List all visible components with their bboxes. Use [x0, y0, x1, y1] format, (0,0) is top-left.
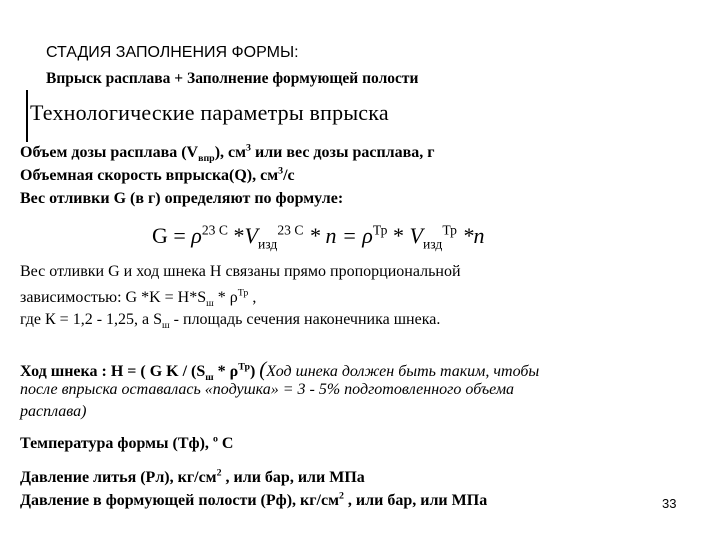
cavity-pressure: Давление в формующей полости (Рф), $кг/см^2$ , или бар, или МПа: [20, 490, 488, 509]
relation-line-3: где К = 1,2 - 1,25, а $S_ш$ - площадь сечения наконечника шнека.: [20, 311, 441, 332]
screw-stroke-line-3: расплава): [20, 403, 87, 420]
mold-temperature: Температура формы (Тф), $^о$ С: [20, 433, 234, 452]
relation-line-1: Вес отливки G и ход шнека H связаны прямо пропорциональной: [20, 263, 461, 280]
stage-title: СТАДИЯ ЗАПОЛНЕНИЯ ФОРМЫ:: [46, 44, 299, 61]
screw-stroke-line-2: после впрыска оставалась «подушка» = 3 - 5% подготовленного объема: [20, 381, 515, 398]
screw-stroke-line-1: Ход шнека : H = ( G K / $(S_ш * \rho^{Тр})$ (Ход шнека должен быть таким, чтобы: [20, 357, 540, 384]
param-casting-weight: Вес отливки G (в г) определяют по формуле:: [20, 190, 344, 207]
param-injection-rate: Объемная скорость впрыска(Q), $см^3/с$: [20, 165, 295, 184]
injection-pressure: Давление литья (Рл), $кг/см^2$ , или бар, или МПа: [20, 467, 365, 486]
section-divider: [26, 90, 28, 142]
page-number: 33: [662, 496, 677, 511]
stage-subtitle: Впрыск расплава + Заполнение формующей полости: [46, 70, 419, 87]
section-title: Технологические параметры впрыска: [30, 100, 389, 125]
param-dose-volume: Объем дозы расплава $(V_{впр})$, $см^3$ или вес дозы расплава, г: [20, 142, 435, 165]
relation-line-2: зависимостью: G $*K = H*S_ш * \rho^{Тр}$ ,: [20, 287, 257, 310]
weight-formula: $G = \rho^{23 С}$ $*V_{изд}^{23 С} * n = \rho^{Тр} * V_{изд}^{Тр}$ *n: [152, 222, 485, 252]
